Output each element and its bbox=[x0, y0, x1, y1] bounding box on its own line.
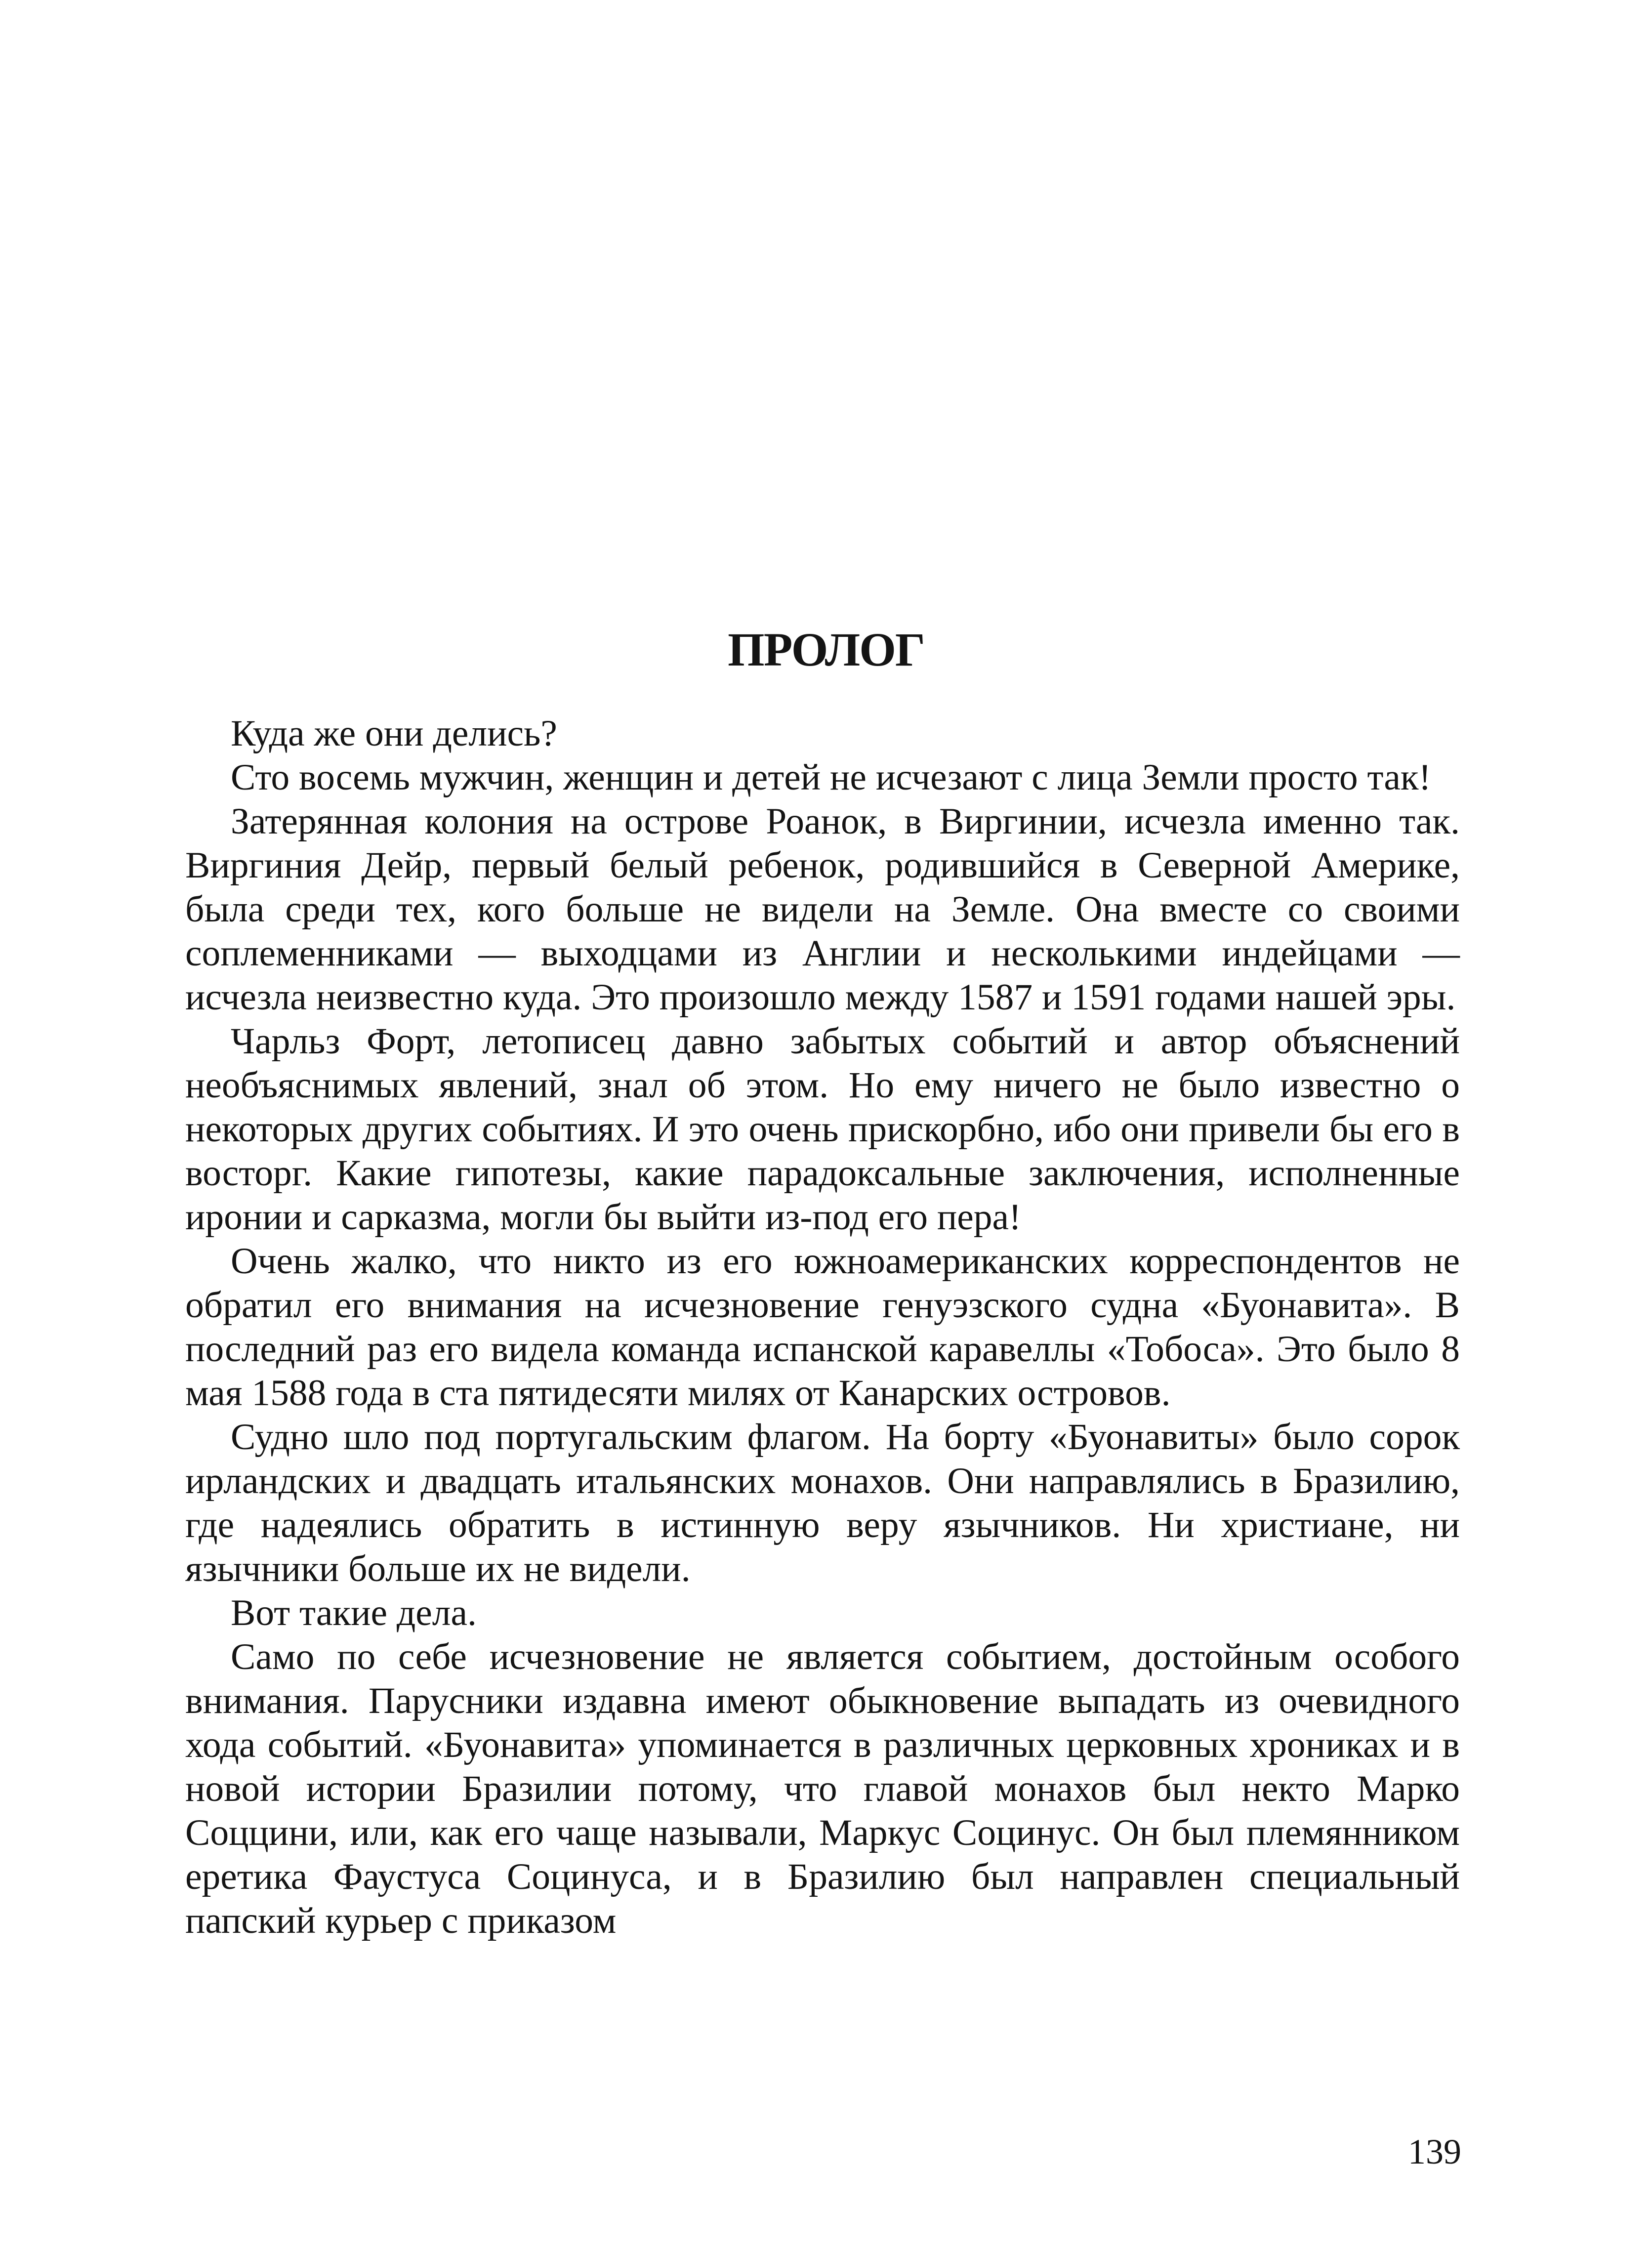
paragraph: Чарльз Форт, летописец давно забытых событий и автор объяснений необъяснимых явлений, знал об этом. Но ему ничего не было известно о некоторых других событиях. И это очень прискорбно, ибо они привели бы его в восторг. Какие гипотезы, какие парадоксальные заключения, исполненные иронии и сарказма, могли бы выйти из-под его пера! bbox=[185, 1021, 1460, 1238]
page-number: 139 bbox=[1408, 2132, 1461, 2171]
body-text bbox=[185, 711, 1460, 1943]
paragraph: Затерянная колония на острове Роанок, в Виргинии, исчезла именно так. Виргиния Дейр, первый белый ребенок, родившийся в Северной Америке, была среди тех, кого больше не видели на Земле. Она вместе со своими соплеменниками — выходцами из Англии и несколькими индейцами — исчезла неизвестно куда. Это произошло между 1587 и 1591 годами нашей эры. bbox=[185, 801, 1460, 1018]
chapter-title: ПРОЛОГ bbox=[728, 623, 924, 676]
paragraph: Судно шло под португальским флагом. На борту «Буонавиты» было сорок ирландских и двадцать итальянских монахов. Они направлялись в Бразилию, где надеялись обратить в истинную веру язычников. Ни христиане, ни язычники больше их не видели. bbox=[185, 1417, 1460, 1589]
paragraph: Сто восемь мужчин, женщин и детей не исчезают с лица Земли просто так! bbox=[231, 757, 1431, 798]
paragraph: Само по себе исчезновение не является событием, достойным особого внимания. Парусники издавна имеют обыкновение выпадать из очевидного хода событий. «Буонавита» упоминается в различных церковных хрониках и в новой истории Бразилии потому, что главой монахов был некто Марко Соццини, или, как его чаще называли, Маркус Социнус. Он был племянником еретика Фаустуса Социнуса, и в Бразилию был направлен специальный папский курьер с приказом bbox=[185, 1636, 1460, 1941]
paragraph: Очень жалко, что никто из его южноамериканских корреспондентов не обратил его внимания на исчезновение генуэзского судна «Буонавита». В последний раз его видела команда испанской каравеллы «Тобоса». Это было 8 мая 1588 года в ста пятидесяти милях от Канарских островов. bbox=[185, 1241, 1460, 1414]
paragraph: Куда же они делись? bbox=[231, 713, 557, 754]
paragraph: Вот такие дела. bbox=[231, 1592, 477, 1633]
